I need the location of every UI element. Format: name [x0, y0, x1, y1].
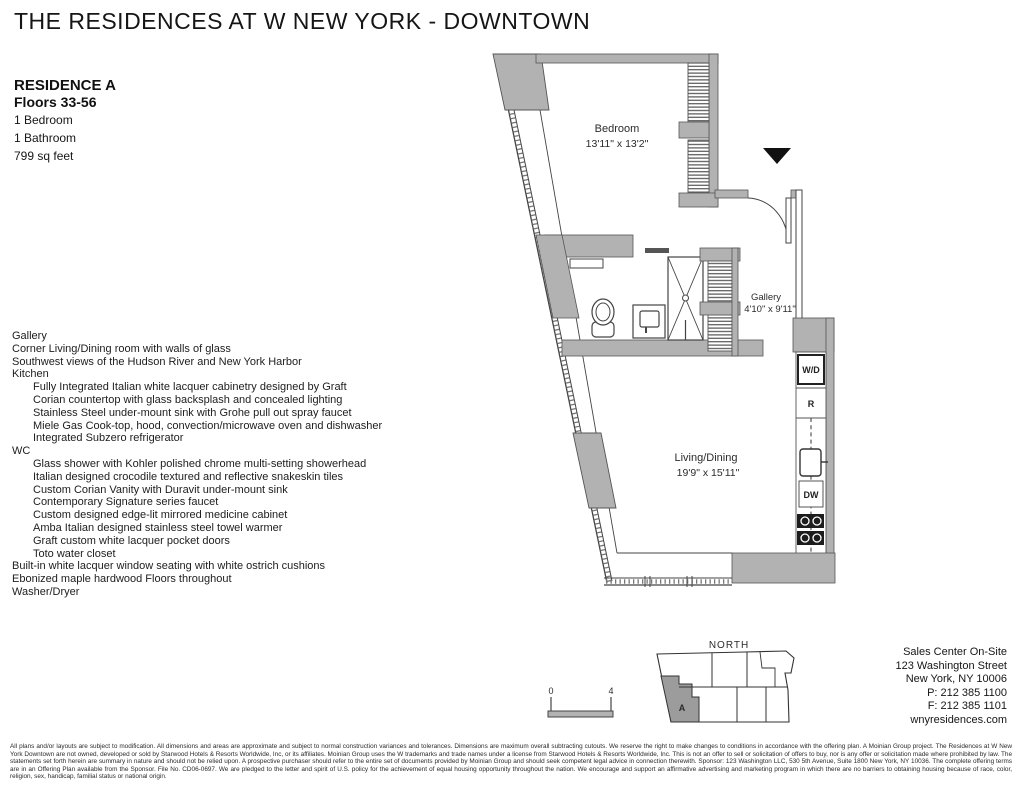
gallery-label: Gallery [750, 292, 782, 303]
shelf [645, 248, 669, 253]
scale-bar [548, 686, 614, 717]
scale-start-label: 0 [548, 686, 554, 696]
scale-end-label: 4 [608, 686, 614, 696]
north-wall [536, 54, 718, 63]
contact-block [896, 646, 1008, 728]
feature-item: Ebonized maple hardwood Floors throughout [12, 573, 232, 586]
feature-item: Custom Corian Vanity with Duravit under-mount sink [33, 483, 288, 496]
feature-item: Washer/Dryer [12, 585, 80, 598]
window-column [573, 433, 616, 508]
feature-item: Glass shower with Kohler polished chrome multi-setting showerhead [33, 457, 367, 470]
feature-item: WC [12, 445, 31, 458]
gallery-dims: 4'10" x 9'11" [744, 304, 796, 315]
residence-area: 799 sq feet [14, 149, 74, 163]
contact-line: Sales Center On-Site [903, 646, 1007, 658]
feature-item: Built-in white lacquer window seating with white ostrich cushions [12, 560, 326, 573]
residence-name: RESIDENCE A [14, 77, 116, 94]
feature-item: Fully Integrated Italian white lacquer cabinetry designed by Graft [33, 381, 347, 394]
washer-dryer-label: W/D [802, 365, 820, 375]
contact-line: 123 Washington Street [895, 659, 1007, 672]
south-window-wall [604, 553, 835, 587]
north-label: NORTH [708, 640, 750, 651]
feature-item: Graft custom white lacquer pocket doors [33, 534, 230, 547]
page-title: THE RESIDENCES AT W NEW YORK - DOWNTOWN [14, 8, 591, 34]
feature-item: Southwest views of the Hudson River and New York Harbor [12, 355, 302, 368]
toilet-icon [592, 299, 614, 337]
feature-item: Integrated Subzero refrigerator [33, 432, 184, 445]
keyplan [657, 640, 794, 722]
feature-item: Italian designed crocodile textured and reflective snakeskin tiles [33, 470, 344, 483]
feature-item: Miele Gas Cook-top, hood, convection/microwave oven and dishwasher [33, 419, 383, 432]
contact-line: P: 212 385 1100 [927, 686, 1007, 699]
sink-icon [633, 305, 665, 338]
feature-item: Toto water closet [33, 547, 116, 560]
residence-bedrooms: 1 Bedroom [14, 113, 73, 127]
gallery-east-wall [796, 190, 802, 320]
feature-item: Corner Living/Dining room with walls of glass [12, 342, 231, 355]
feature-item: Stainless Steel under-mount sink with Grohe pull out spray faucet [33, 406, 352, 419]
refrigerator-label: R [807, 399, 815, 409]
kitchen [793, 318, 834, 556]
feature-item: Amba Italian designed stainless steel towel warmer [33, 521, 283, 534]
dishwasher-label: DW [803, 490, 819, 500]
residence-bathrooms: 1 Bathroom [14, 131, 77, 145]
direction-triangle-icon [763, 148, 791, 164]
legal-disclaimer: All plans and/or layouts are subject to modification. All dimensions and areas are approximate and subject to normal construction variances and tolerances. Dimensions are maximum overall subtracting cutouts. We reserve the right to make changes to conditions in accordance with the offering plan. A Moinian Group project. The Residences at W New York Downtown are not owned, developed or sold by Starwood Hotels & Resorts Worldwide, Inc, or its affiliates. Moinian Group uses the W trademarks and trade names under a license from Starwood Hotels & Resorts Worldwide, Inc. This is not an offer to sell or solicitation of offers to buy, nor is any offer or solicitation made where prohibited by law. The statements set forth herein are summary in nature and should not be relied upon. A prospective purchaser should refer to the entire set of documents provided by Moinian Group and should seek competent legal advice in connection therewith. Sponsor: 123 Washington LLC, 530 5th Avenue, Suite 1800 New York, NY 10036. The complete offering terms are in an Offering Plan available from the Sponsor. File No. CD06-0697. We are pledged to the letter and spirit of U.S. policy for the achievement of equal housing opportunity throughout the nation. We encourage and support an affirmative advertising and marketing program in which there are no barriers to obtaining housing because of race, color, religion, sex, handicap, familial status or national origin. [10, 743, 1012, 780]
entry-door [715, 190, 802, 243]
residence-floors: Floors 33-56 [14, 94, 97, 110]
living-dims: 19'9" x 15'11" [676, 467, 740, 479]
unit-a-label: A [678, 703, 686, 713]
living-label: Living/Dining [674, 452, 738, 464]
unit-plan [493, 54, 835, 587]
shower-icon [668, 257, 703, 340]
feature-item: Contemporary Signature series faucet [33, 496, 219, 509]
contact-line: wnyresidences.com [910, 713, 1007, 726]
contact-line: F: 212 385 1101 [927, 700, 1007, 713]
bedroom-dims: 13'11" x 13'2" [585, 138, 649, 150]
feature-item: Kitchen [12, 368, 49, 381]
feature-item: Custom designed edge-lit mirrored medicine cabinet [33, 509, 288, 522]
bedroom-label: Bedroom [594, 123, 640, 135]
bedroom-closet [679, 54, 718, 207]
contact-line: New York, NY 10006 [905, 673, 1007, 686]
feature-item: Gallery [12, 330, 47, 342]
vanity [570, 259, 603, 268]
feature-item: Corian countertop with glass backsplash and concealed lighting [33, 393, 343, 406]
